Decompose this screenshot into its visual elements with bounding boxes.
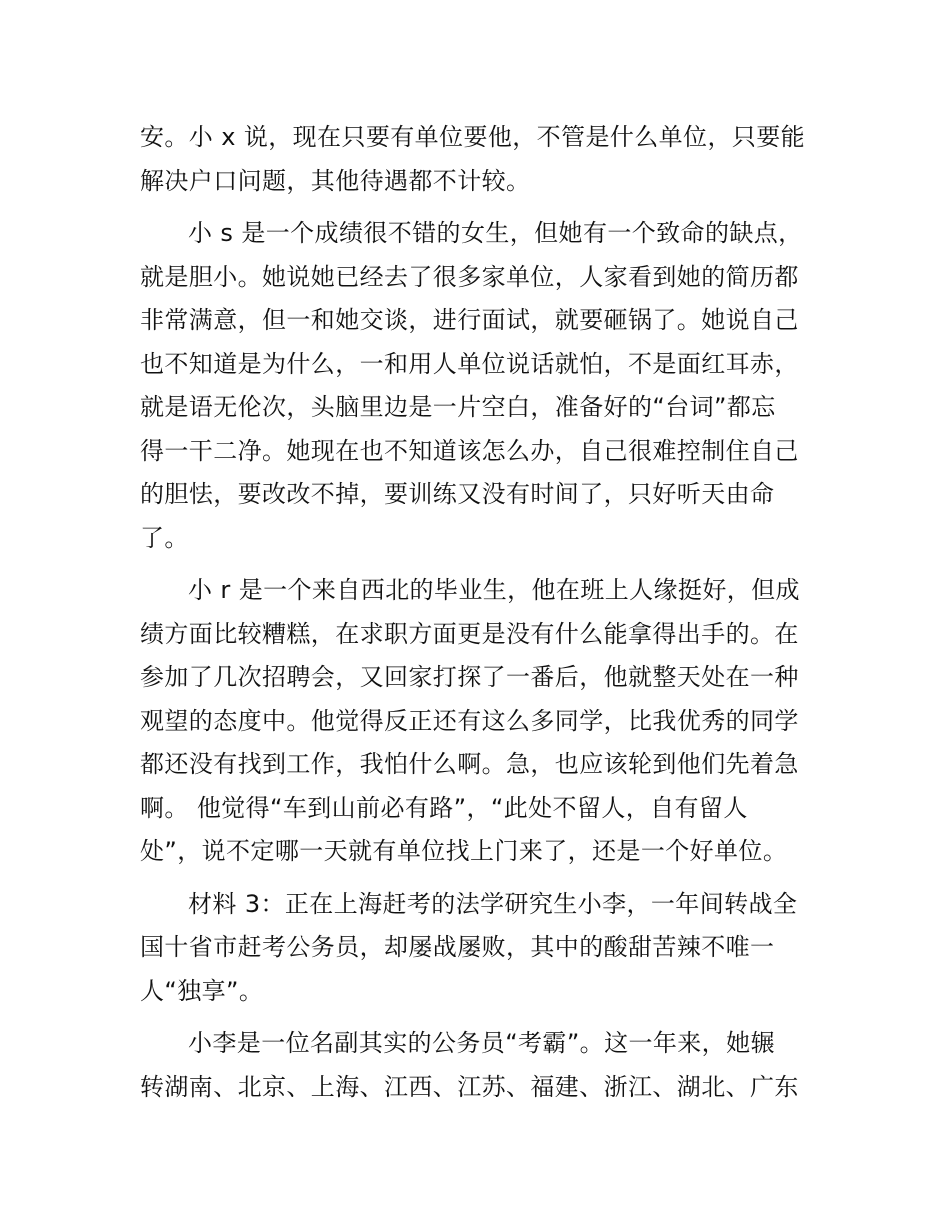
text-line: 观望的态度中。他觉得反正还有这么多同学，比我优秀的同学 — [140, 706, 799, 735]
text-line: 绩方面比较糟糕，在求职方面更是没有什么能拿得出手的。在 — [140, 619, 799, 648]
text-line: 也不知道是为什么，一和用人单位说话就怕，不是面红耳赤， — [140, 349, 799, 378]
text-line: 的胆怯，要改改不掉，要训练又没有时间了，只好听天由命 — [140, 480, 775, 508]
text-line: 非常满意，但一和她交谈，进行面试，就要砸锅了。她说自己 — [140, 306, 799, 334]
document-page — [140, 116, 812, 1118]
paragraph-1 — [140, 116, 812, 203]
text-line: 小李是一位名副其实的公务员“考霸”。这一年来，她辗 — [188, 1029, 775, 1057]
paragraph-2 — [140, 212, 812, 560]
text-line: 安。小 x 说，现在只要有单位要他，不管是什么单位，只要能 — [140, 123, 806, 151]
text-line: 转湖南、北京、上海、江西、江苏、福建、浙江、湖北、广东 — [140, 1072, 799, 1101]
text-line: 小 r 是一个来自西北的毕业生，他在班上人缘挺好，但成 — [188, 576, 800, 604]
text-line: 处”，说不定哪一天就有单位找上门来了，还是一个好单位。 — [140, 837, 788, 865]
text-line: 国十省市赶考公务员，却屡战屡败，其中的酸甜苦辣不唯一 — [140, 933, 775, 961]
text-line: 得一干二净。她现在也不知道该怎么办，自己很难控制住自己 — [140, 436, 799, 465]
text-line: 都还没有找到工作，我怕什么啊。急，也应该轮到他们先着急 — [140, 750, 799, 778]
paragraph-4 — [140, 883, 812, 1014]
text-line: 人“独享”。 — [140, 976, 264, 1005]
text-line: 小 s 是一个成绩很不错的女生，但她有一个致命的缺点， — [188, 219, 803, 247]
paragraph-5 — [140, 1022, 812, 1109]
text-line: 就是语无伦次，头脑里边是一片空白，准备好的“台词”都忘 — [140, 393, 776, 421]
text-line: 啊。 他觉得“车到山前必有路”，“此处不留人，自有留人 — [140, 793, 748, 822]
text-line: 参加了几次招聘会，又回家打探了一番后，他就整天处在一种 — [140, 663, 799, 691]
text-line: 了。 — [140, 523, 189, 552]
text-line: 解决户口问题，其他待遇都不计较。 — [140, 166, 531, 195]
text-line: 就是胆小。她说她已经去了很多家单位，人家看到她的简历都 — [140, 262, 799, 291]
text-line: 材料 3：正在上海赶考的法学研究生小李，一年间转战全 — [188, 889, 798, 918]
paragraph-3 — [140, 569, 812, 874]
